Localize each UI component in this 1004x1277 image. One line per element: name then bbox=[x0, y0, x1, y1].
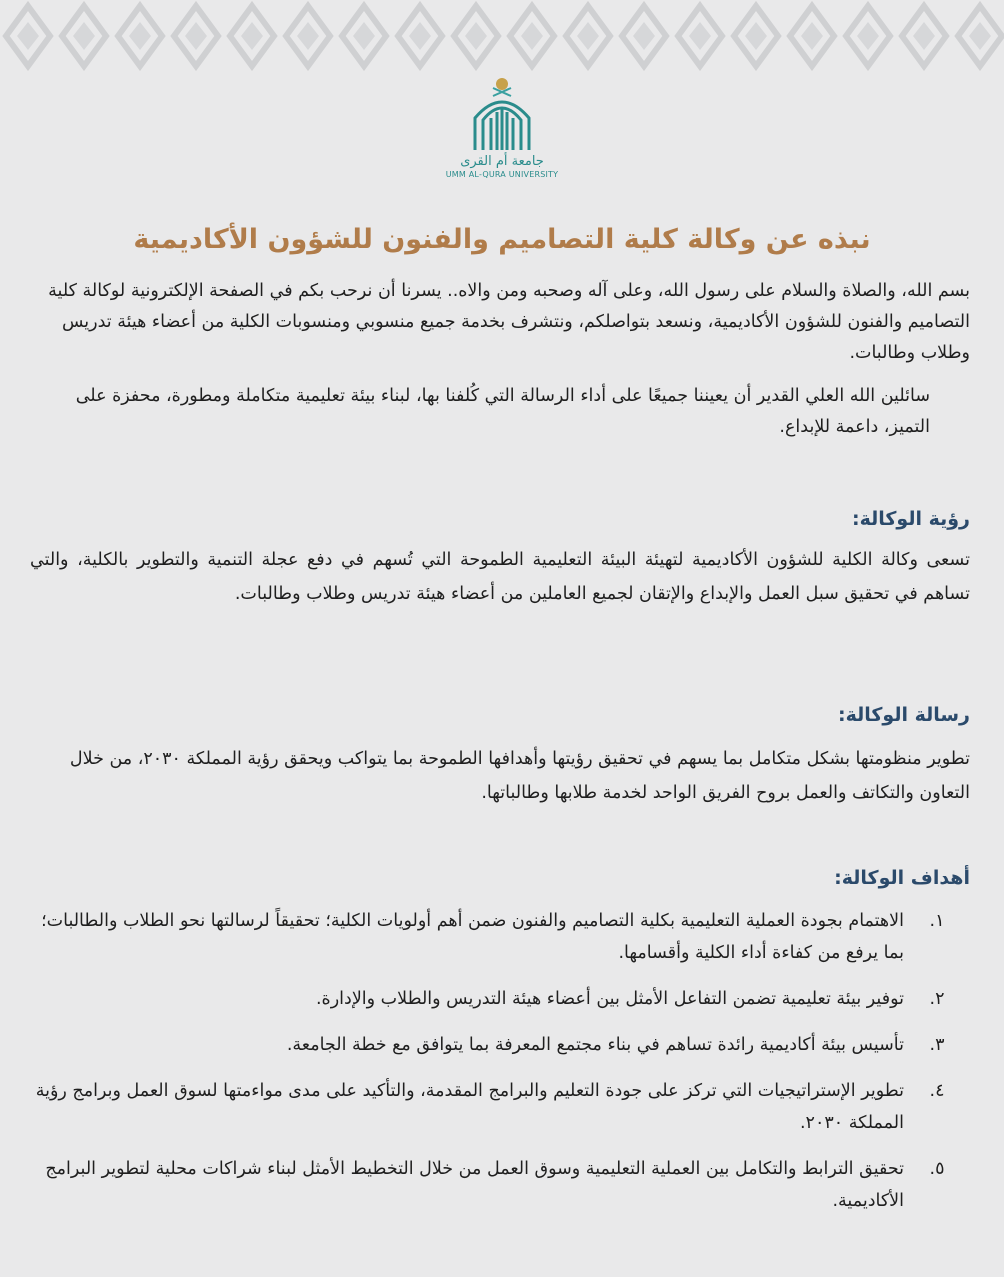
list-item bbox=[30, 1029, 970, 1061]
university-logo bbox=[432, 74, 572, 190]
decorative-pattern-band bbox=[0, 0, 1004, 72]
goal-number: ٤. bbox=[929, 1081, 945, 1101]
goals-list bbox=[30, 905, 970, 1231]
intro-paragraph: بسم الله، والصلاة والسلام على رسول الله، وعلى آله وصحبه ومن والاه.. يسرنا أن نرحب بكم في الصفحة الإلكترونية لوكالة كلية التصاميم والفنون للشؤون الأكاديمية، ونسعد بتواصلكم، ونتشرف بخدمة جميع منسوبي ومنسوبات الكلية من أعضاء هيئة تدريس وطلاب وطالبات. bbox=[48, 281, 970, 363]
intro-prayer-paragraph: سائلين الله العلي القدير أن يعيننا جميعًا على أداء الرسالة التي كُلفنا بها، لبناء بيئة تعليمية متكاملة ومطورة، محفزة على التميز، داعمة للإبداع. bbox=[75, 386, 930, 437]
goal-text: تأسيس بيئة أكاديمية رائدة تساهم في بناء مجتمع المعرفة بما يتوافق مع خطة الجامعة. bbox=[286, 1035, 904, 1055]
goal-text: الاهتمام بجودة العملية التعليمية بكلية التصاميم والفنون ضمن أهم أولويات الكلية؛ تحقيقاً لرسالتها نحو الطلاب والطالبات؛ بما يرفع من كفاءة أداء الكلية وأقسامها. bbox=[41, 911, 904, 963]
logo-english-name: UMM AL-QURA UNIVERSITY bbox=[445, 170, 559, 179]
goal-text: تحقيق الترابط والتكامل بين العملية التعليمية وسوق العمل من خلال التخطيط الأمثل لبناء شراكات محلية لتطوير البرامج الأكاديمية. bbox=[45, 1159, 904, 1211]
goals-heading: أهداف الوكالة: bbox=[834, 867, 970, 889]
page-title: نبذه عن وكالة كلية التصاميم والفنون للشؤون الأكاديمية bbox=[133, 224, 871, 255]
vision-heading: رؤية الوكالة: bbox=[851, 508, 970, 530]
list-item bbox=[30, 1153, 970, 1217]
list-item bbox=[30, 983, 970, 1015]
goal-text: تطوير الإستراتيجيات التي تركز على جودة التعليم والبرامج المقدمة، والتأكيد على مدى مواءمتها لسوق العمل وبرامج رؤية المملكة ٢٠٣٠. bbox=[35, 1081, 904, 1133]
mission-text: تطوير منظومتها بشكل متكامل بما يسهم في تحقيق رؤيتها وأهدافها الطموحة بما يتواكب ويحقق رؤية المملكة ٢٠٣٠، من خلال التعاون والتكاتف والعمل بروح الفريق الواحد لخدمة طلابها وطالباتها. bbox=[69, 749, 970, 803]
goal-text: توفير بيئة تعليمية تضمن التفاعل الأمثل بين أعضاء هيئة التدريس والطلاب والإدارة. bbox=[315, 989, 904, 1009]
mission-heading: رسالة الوكالة: bbox=[837, 704, 970, 726]
list-item bbox=[30, 1075, 970, 1139]
goal-number: ٢. bbox=[929, 989, 945, 1009]
goal-number: ١. bbox=[929, 911, 945, 931]
list-item bbox=[30, 905, 970, 969]
goal-number: ٣. bbox=[929, 1035, 945, 1055]
university-emblem-icon bbox=[467, 74, 537, 152]
goal-number: ٥. bbox=[929, 1159, 945, 1179]
vision-text: تسعى وكالة الكلية للشؤون الأكاديمية لتهيئة البيئة التعليمية الطموحة التي تُسهم في دفع عجلة التنمية والتطوير بالكلية، والتي تساهم في تحقيق سبل العمل والإبداع والإتقان لجميع العاملين من أعضاء هيئة تدريس وطلاب وطالبات. bbox=[30, 550, 970, 604]
logo-arabic-name: جامعة أم القرى bbox=[460, 154, 544, 169]
